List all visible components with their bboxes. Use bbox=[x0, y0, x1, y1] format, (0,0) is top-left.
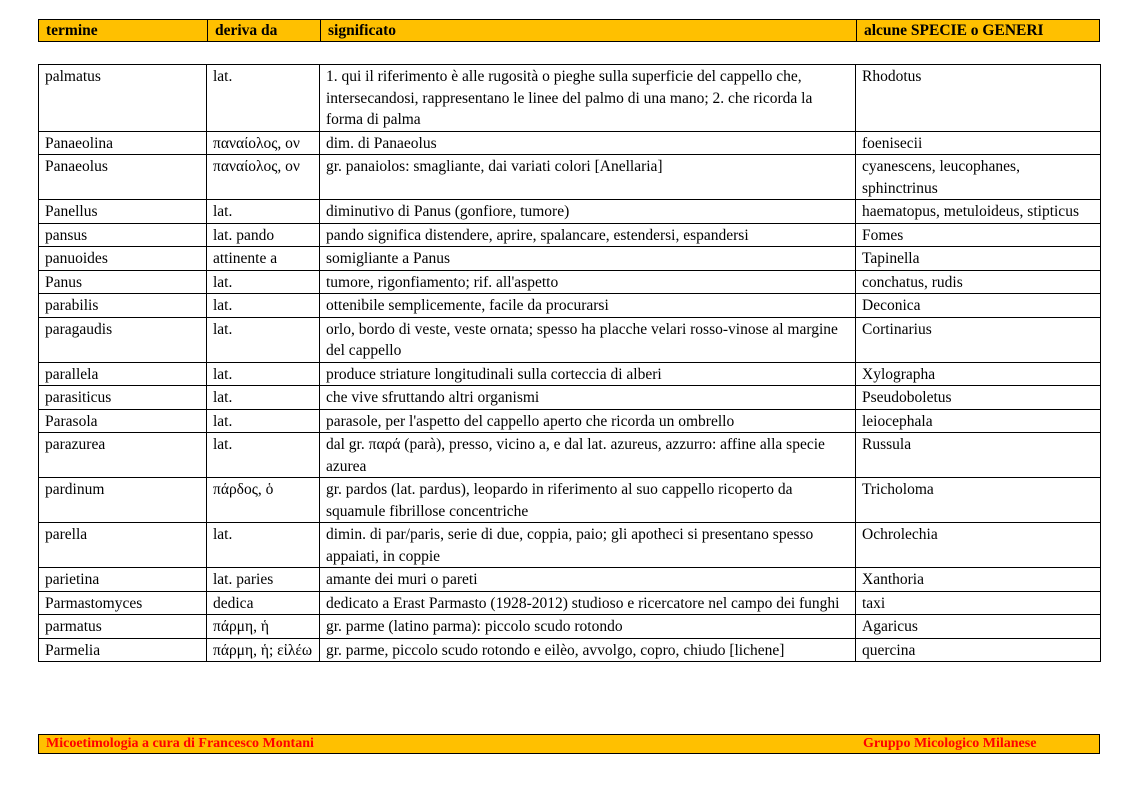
cell-deriva-da: lat. bbox=[207, 386, 320, 410]
cell-deriva-da: lat. paries bbox=[207, 568, 320, 592]
cell-specie: Tapinella bbox=[856, 247, 1101, 271]
etymology-table-body bbox=[39, 65, 1101, 662]
cell-termine: paragaudis bbox=[39, 317, 207, 362]
header-termine: termine bbox=[46, 22, 98, 39]
cell-termine: parmatus bbox=[39, 615, 207, 639]
cell-deriva-da: attinente a bbox=[207, 247, 320, 271]
cell-termine: Parasola bbox=[39, 409, 207, 433]
cell-deriva-da: lat. bbox=[207, 523, 320, 568]
cell-termine: Parmastomyces bbox=[39, 591, 207, 615]
cell-deriva-da: lat. bbox=[207, 433, 320, 478]
cell-termine: Panellus bbox=[39, 200, 207, 224]
table-row bbox=[39, 591, 1101, 615]
header-specie-generi: alcune SPECIE o GENERI bbox=[856, 20, 1099, 41]
cell-deriva-da: lat. bbox=[207, 65, 320, 132]
table-row bbox=[39, 247, 1101, 271]
cell-specie: Rhodotus bbox=[856, 65, 1101, 132]
footer-right: Gruppo Micologico Milanese bbox=[863, 736, 1037, 751]
cell-deriva-da: lat. bbox=[207, 409, 320, 433]
cell-termine: panuoides bbox=[39, 247, 207, 271]
cell-significato: gr. parme (latino parma): piccolo scudo rotondo bbox=[320, 615, 856, 639]
cell-termine: pansus bbox=[39, 223, 207, 247]
cell-termine: parietina bbox=[39, 568, 207, 592]
header-deriva-da: deriva da bbox=[207, 20, 320, 41]
table-row bbox=[39, 433, 1101, 478]
cell-deriva-da: lat. bbox=[207, 294, 320, 318]
table-row bbox=[39, 317, 1101, 362]
table-row bbox=[39, 65, 1101, 132]
table-row bbox=[39, 223, 1101, 247]
cell-deriva-da: παναίολος, ον bbox=[207, 131, 320, 155]
cell-deriva-da: dedica bbox=[207, 591, 320, 615]
cell-termine: Panus bbox=[39, 270, 207, 294]
cell-significato: dedicato a Erast Parmasto (1928-2012) studioso e ricercatore nel campo dei funghi bbox=[320, 591, 856, 615]
cell-specie: Ochrolechia bbox=[856, 523, 1101, 568]
cell-specie: Deconica bbox=[856, 294, 1101, 318]
cell-specie: Xanthoria bbox=[856, 568, 1101, 592]
cell-deriva-da: lat. bbox=[207, 200, 320, 224]
cell-significato: somigliante a Panus bbox=[320, 247, 856, 271]
cell-specie: Pseudoboletus bbox=[856, 386, 1101, 410]
cell-significato: 1. qui il riferimento è alle rugosità o pieghe sulla superficie del cappello che, intersecandosi, rappresentano le linee del palmo di una mano; 2. che ricorda la forma di palma bbox=[320, 65, 856, 132]
table-row bbox=[39, 131, 1101, 155]
cell-significato: gr. panaiolos: smagliante, dai variati colori [Anellaria] bbox=[320, 155, 856, 200]
cell-significato: gr. parme, piccolo scudo rotondo e eilèo, avvolgo, copro, chiudo [lichene] bbox=[320, 638, 856, 662]
cell-deriva-da: πάρμη, ἡ bbox=[207, 615, 320, 639]
cell-termine: palmatus bbox=[39, 65, 207, 132]
cell-specie: haematopus, metuloideus, stipticus bbox=[856, 200, 1101, 224]
cell-specie: Russula bbox=[856, 433, 1101, 478]
cell-deriva-da: lat. bbox=[207, 270, 320, 294]
cell-deriva-da: παναίολος, ον bbox=[207, 155, 320, 200]
table-row bbox=[39, 523, 1101, 568]
table-row bbox=[39, 294, 1101, 318]
cell-significato: dimin. di par/paris, serie di due, coppia, paio; gli apotheci si presentano spesso appaiati, in coppie bbox=[320, 523, 856, 568]
cell-termine: Panaeolina bbox=[39, 131, 207, 155]
cell-specie: quercina bbox=[856, 638, 1101, 662]
cell-specie: Tricholoma bbox=[856, 478, 1101, 523]
header-significato: significato bbox=[320, 20, 856, 41]
cell-deriva-da: πάρμη, ἡ; εἰλέω bbox=[207, 638, 320, 662]
cell-deriva-da: πάρδος, ὁ bbox=[207, 478, 320, 523]
cell-specie: cyanescens, leucophanes, sphinctrinus bbox=[856, 155, 1101, 200]
cell-termine: parabilis bbox=[39, 294, 207, 318]
cell-deriva-da: lat. bbox=[207, 317, 320, 362]
cell-termine: parella bbox=[39, 523, 207, 568]
cell-specie: taxi bbox=[856, 591, 1101, 615]
table-row bbox=[39, 568, 1101, 592]
page-footer bbox=[38, 734, 1100, 754]
cell-termine: parallela bbox=[39, 362, 207, 386]
cell-specie: Agaricus bbox=[856, 615, 1101, 639]
etymology-table bbox=[38, 64, 1101, 662]
cell-significato: parasole, per l'aspetto del cappello aperto che ricorda un ombrello bbox=[320, 409, 856, 433]
cell-deriva-da: lat. pando bbox=[207, 223, 320, 247]
cell-significato: che vive sfruttando altri organismi bbox=[320, 386, 856, 410]
cell-significato: diminutivo di Panus (gonfiore, tumore) bbox=[320, 200, 856, 224]
table-row bbox=[39, 615, 1101, 639]
cell-specie: leiocephala bbox=[856, 409, 1101, 433]
cell-specie: foenisecii bbox=[856, 131, 1101, 155]
table-row bbox=[39, 409, 1101, 433]
cell-termine: Panaeolus bbox=[39, 155, 207, 200]
table-row bbox=[39, 200, 1101, 224]
table-row bbox=[39, 638, 1101, 662]
table-header bbox=[38, 19, 1100, 42]
cell-termine: parasiticus bbox=[39, 386, 207, 410]
cell-specie: Xylographa bbox=[856, 362, 1101, 386]
cell-specie: Fomes bbox=[856, 223, 1101, 247]
table-row bbox=[39, 270, 1101, 294]
footer-left: Micoetimologia a cura di Francesco Montani bbox=[46, 736, 314, 751]
cell-significato: tumore, rigonfiamento; rif. all'aspetto bbox=[320, 270, 856, 294]
cell-termine: parazurea bbox=[39, 433, 207, 478]
table-row bbox=[39, 362, 1101, 386]
cell-termine: pardinum bbox=[39, 478, 207, 523]
cell-specie: conchatus, rudis bbox=[856, 270, 1101, 294]
cell-deriva-da: lat. bbox=[207, 362, 320, 386]
cell-significato: gr. pardos (lat. pardus), leopardo in riferimento al suo cappello ricoperto da squamule fibrillose concentriche bbox=[320, 478, 856, 523]
table-row bbox=[39, 478, 1101, 523]
table-row bbox=[39, 155, 1101, 200]
cell-specie: Cortinarius bbox=[856, 317, 1101, 362]
table-row bbox=[39, 386, 1101, 410]
cell-significato: amante dei muri o pareti bbox=[320, 568, 856, 592]
cell-significato: dal gr. παρά (parà), presso, vicino a, e dal lat. azureus, azzurro: affine alla specie azurea bbox=[320, 433, 856, 478]
cell-termine: Parmelia bbox=[39, 638, 207, 662]
cell-significato: dim. di Panaeolus bbox=[320, 131, 856, 155]
cell-significato: ottenibile semplicemente, facile da procurarsi bbox=[320, 294, 856, 318]
cell-significato: produce striature longitudinali sulla corteccia di alberi bbox=[320, 362, 856, 386]
cell-significato: orlo, bordo di veste, veste ornata; spesso ha placche velari rosso-vinose al margine del cappello bbox=[320, 317, 856, 362]
cell-significato: pando significa distendere, aprire, spalancare, estendersi, espandersi bbox=[320, 223, 856, 247]
